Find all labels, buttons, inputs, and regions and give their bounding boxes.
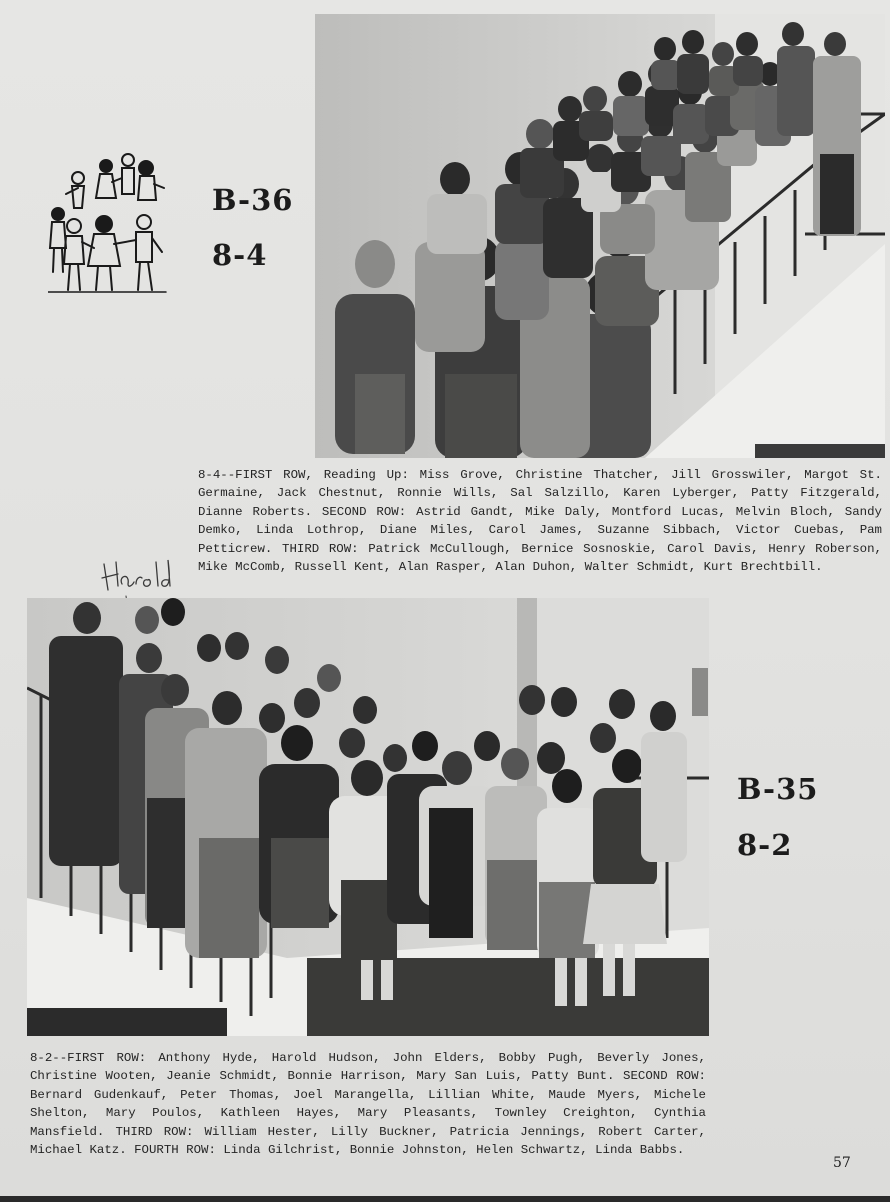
room-number-bottom: B-35 [737,772,819,806]
class-number-top: 8-4 [212,238,268,272]
caption-8-4: 8-4--FIRST ROW, Reading Up: Miss Grove, Christine Thatcher, Jill Grosswiler, Margot St. Germaine, Jack Chestnut, Ronnie Wills, Sal Salzillo, Karen Lyberger, Patty Fitzgerald, Dianne Roberts. SECOND ROW: Astrid Gandt, Mike Daly, Montford Lucas, Melvin Bloch, Sandy Demko, Linda Lothrop, Diane Miles, Carol James, Suzanne Sibbach, Victor Cuebas, Pam Petticrew. THIRD ROW: Patrick McCullough, Bernice Sosnoskie, Carol Davis, Henry Roberson, Mike McComb, Russell Kent, Alan Rasper, Alan Duhon, Walter Schmidt, Kurt Brechtbill. [198,468,882,575]
room-number-top: B-36 [212,183,294,217]
class-photo-8-2 [27,598,709,1036]
class-photo-8-4 [315,14,885,458]
children-group-logo [48,148,168,298]
class-number-bottom: 8-2 [737,828,793,862]
page-edge [0,1196,890,1202]
caption-8-2: 8-2--FIRST ROW: Anthony Hyde, Harold Hudson, John Elders, Bobby Pugh, Beverly Jones, Christine Wooten, Jeanie Schmidt, Bonnie Harrison, Mary San Luis, Patty Bunt. SECOND ROW: Bernard Gudenkauf, Peter Thomas, Joel Marangella, Lillian White, Maude Myers, Michele Shelton, Mary Poulos, Kathleen Hayes, Mary Pleasants, Townley Creighton, Cynthia Mansfield. THIRD ROW: William Hester, Lilly Buckner, Patricia Jennings, Robert Carter, Michael Katz. FOURTH ROW: Linda Gilchrist, Bonnie Johnston, Helen Schwartz, Linda Babbs. [30,1051,706,1158]
page-number: 57 [833,1155,851,1171]
